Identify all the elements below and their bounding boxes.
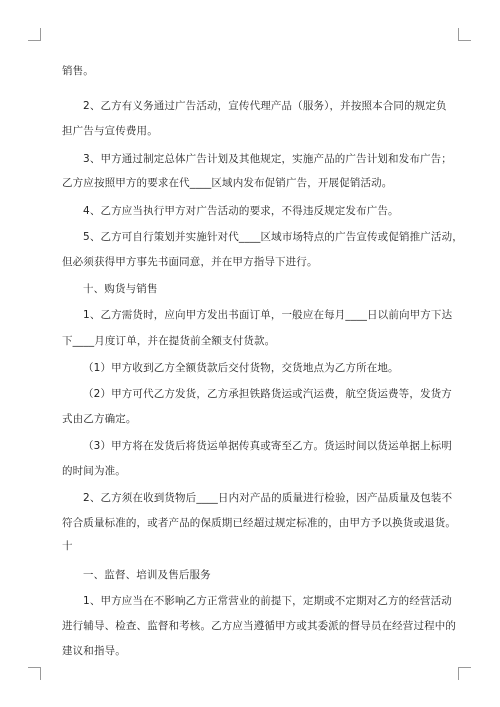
paragraph-line: 2、乙方有义务通过广告活动，宣传代理产品（服务），并按照本合同的规定负 xyxy=(83,100,447,112)
paragraph-line: 2、乙方须在收到货物后____日内对产品的质量进行检验，因产品质量及包装不 xyxy=(83,492,453,504)
paragraph-line: 符合质量标准的，或者产品的保质期已经超过规定标准的，由甲方予以换货或退货。 xyxy=(62,517,457,529)
paragraph-line: 乙方应按照甲方的要求在代____区域内发布促销广告，开展促销活动。 xyxy=(62,177,393,189)
paragraph-line: 5、乙方可自行策划并实施针对代____区域市场特点的广告宣传或促销推广活动， xyxy=(83,231,463,243)
paragraph-line: （2）甲方可代乙方发货，乙方承担铁路货运或汽运费，航空货运费等，发货方 xyxy=(83,388,452,400)
section-heading: 一、监督、培训及售后服务 xyxy=(83,569,211,581)
paragraph-line: 的时间为准。 xyxy=(62,465,126,477)
paragraph-line: 4、乙方应当执行甲方对广告活动的要求，不得违反规定发布广告。 xyxy=(83,205,399,217)
paragraph-line: 1、甲方应当在不影响乙方正常营业的前提下，定期或不定期对乙方的经营活动 xyxy=(83,595,452,607)
paragraph-line: （3）甲方将在发货后将货运单据传真或寄至乙方。货运时间以货运单据上标明 xyxy=(83,440,452,452)
paragraph-line: 建议和指导。 xyxy=(62,645,126,657)
crop-mark-top-left xyxy=(28,28,41,41)
paragraph-line: 但必须获得甲方事先书面同意，并在甲方指导下进行。 xyxy=(62,256,318,268)
paragraph-line: 1、乙方需货时，应向甲方发出书面订单，一般应在每月____日以前向甲方下达 xyxy=(83,309,453,321)
paragraph-line: 3、甲方通过制定总体广告计划及其他规定，实施产品的广告计划和发布广告； xyxy=(83,153,452,165)
paragraph-line: 进行辅导、检查、监督和考核。乙方应当遵循甲方或其委派的督导员在经营过程中的 xyxy=(62,620,457,632)
paragraph-line: 担广告与宣传费用。 xyxy=(62,125,158,137)
section-heading-fragment: 十 xyxy=(62,540,73,552)
paragraph-line: （1）甲方收到乙方全额货款后交付货物，交货地点为乙方所在地。 xyxy=(83,362,399,374)
crop-mark-bottom-left xyxy=(28,667,41,680)
paragraph-line: 下____月度订单，并在提货前全额支付货款。 xyxy=(62,335,276,347)
crop-mark-bottom-right xyxy=(458,667,471,680)
paragraph-line: 式由乙方确定。 xyxy=(62,413,137,425)
paragraph-line: 销售。 xyxy=(62,65,94,77)
section-heading: 十、购货与销售 xyxy=(83,283,158,295)
crop-mark-top-right xyxy=(458,28,471,41)
